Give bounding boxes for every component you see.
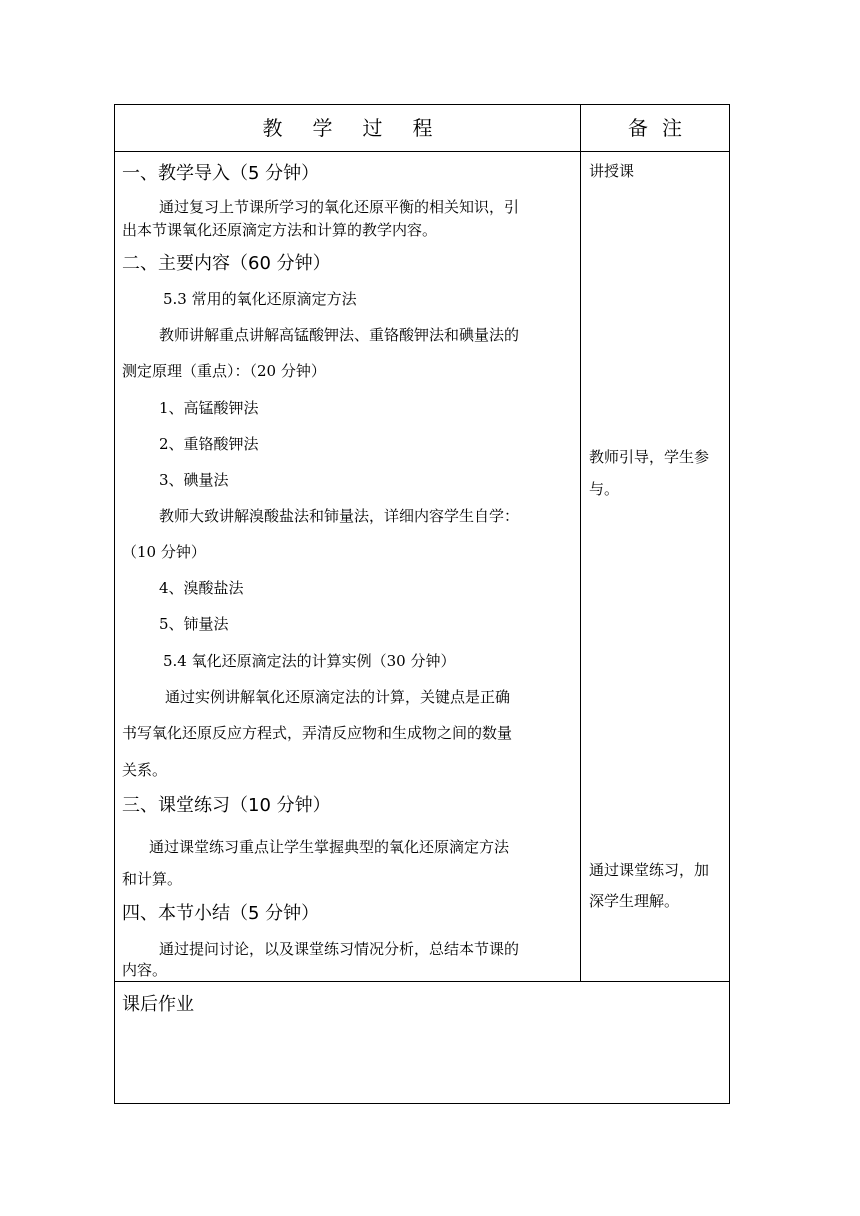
- list-item-1: 1、高锰酸钾法: [159, 399, 259, 417]
- header-teaching-process: 教学过程: [262, 116, 463, 140]
- practice-line1: 通过课堂练习重点让学生掌握典型的氧化还原滴定方法: [149, 838, 510, 856]
- lesson-plan-table: [114, 104, 730, 1104]
- header-remarks: 备注: [628, 116, 696, 140]
- subsection-5-3: 5.3 常用的氧化还原滴定方法: [163, 290, 357, 308]
- remark-lecture: 讲授课: [589, 162, 635, 180]
- list-item-2: 2、重铬酸钾法: [159, 435, 259, 453]
- section3-title: 三、课堂练习（10 分钟）: [122, 795, 331, 816]
- homework-title: 课后作业: [122, 994, 194, 1015]
- list-item-4: 4、溴酸盐法: [159, 579, 244, 597]
- list-item-3: 3、碘量法: [159, 471, 229, 489]
- section2-title: 二、主要内容（60 分钟）: [122, 253, 331, 274]
- section4-title: 四、本节小结（5 分钟）: [122, 903, 320, 924]
- calc-line2: 书写氧化还原反应方程式，弄清反应物和生成物之间的数量: [122, 724, 513, 742]
- section1-title: 一、教学导入（5 分钟）: [122, 163, 320, 184]
- header-divider: [115, 151, 729, 152]
- remark-guide-line1: 教师引导，学生参: [589, 448, 710, 466]
- section1-text-line1: 通过复习上节课所学习的氧化还原平衡的相关知识，引: [159, 198, 520, 216]
- column-divider: [580, 105, 581, 981]
- remark-practice-line1: 通过课堂练习，加: [589, 861, 710, 879]
- teach2-line2: （10 分钟）: [122, 543, 206, 561]
- summary-line2: 内容。: [122, 961, 168, 979]
- remark-practice-line2: 深学生理解。: [589, 892, 680, 910]
- list-item-5: 5、铈量法: [159, 615, 229, 633]
- practice-line2: 和计算。: [122, 870, 183, 888]
- remark-guide-line2: 与。: [589, 480, 620, 498]
- subsection-5-4: 5.4 氧化还原滴定法的计算实例（30 分钟）: [163, 652, 456, 670]
- section1-text-line2: 出本节课氧化还原滴定方法和计算的教学内容。: [122, 221, 438, 239]
- teach1-line2: 测定原理（重点）：（20 分钟）: [122, 362, 326, 380]
- teach2-line1: 教师大致讲解溴酸盐法和铈量法，详细内容学生自学：: [159, 507, 520, 525]
- teach1-line1: 教师讲解重点讲解高锰酸钾法、重铬酸钾法和碘量法的: [159, 326, 520, 344]
- calc-line1: 通过实例讲解氧化还原滴定法的计算，关键点是正确: [165, 688, 511, 706]
- summary-line1: 通过提问讨论，以及课堂练习情况分析，总结本节课的: [159, 940, 520, 958]
- calc-line3: 关系。: [122, 761, 168, 779]
- homework-divider: [115, 981, 729, 982]
